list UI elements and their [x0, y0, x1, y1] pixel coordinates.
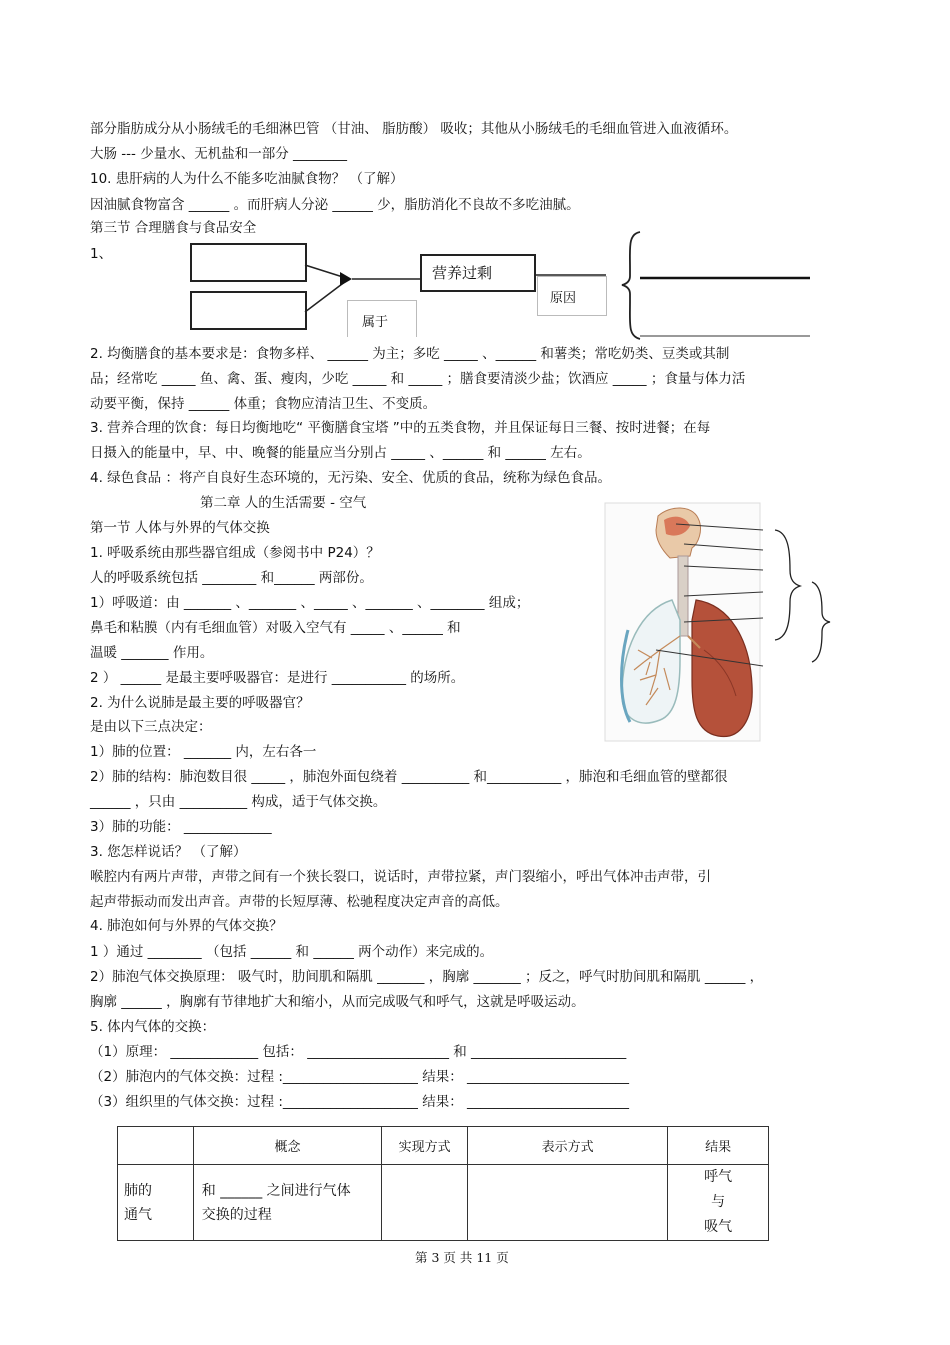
item-number: 1、: [90, 246, 113, 262]
reason-brace: [618, 228, 818, 343]
nutrition-excess-box: [420, 254, 536, 292]
chapter-heading: 第二章 人的生活需要 - 空气: [200, 495, 367, 511]
table-cell-representation: [467, 1165, 667, 1241]
section-heading: 第一节 人体与外界的气体交换: [90, 520, 270, 536]
result-line: 吸气: [704, 1219, 733, 1235]
table-row: [118, 1165, 769, 1241]
row-name-line: 通气: [124, 1206, 152, 1223]
text-line: （2）肺泡内的气体交换：过程 :____________________ 结果： ________________________: [90, 1069, 630, 1085]
text-line: 4. 肺泡如何与外界的气体交换？: [90, 918, 283, 934]
reason-box: [537, 276, 607, 316]
question-heading: 10. 患肝病的人为什么不能多吃油腻食物？ （了解）: [90, 171, 404, 187]
text-line: 2 ） ______ 是最主要呼吸器官：是进行 ___________ 的场所。: [90, 670, 465, 686]
text-line: （3）组织里的气体交换：过程 :____________________ 结果： ________________________: [90, 1094, 630, 1110]
table-header-cell: 实现方式: [382, 1127, 468, 1165]
table-cell-method: [382, 1165, 468, 1241]
text-line: 3）肺的功能： _____________: [90, 819, 272, 835]
text-line: 2. 均衡膳食的基本要求是：食物多样、 ______ 为主；多吃 _____ 、______ 和薯类；常吃奶类、豆类或其制: [90, 346, 730, 362]
table-cell-concept: [193, 1165, 381, 1241]
text-line: ______ ，只由 __________ 构成，适于气体交换。: [90, 794, 387, 810]
text-line: 是由以下三点决定：: [90, 719, 212, 735]
belongs-label: 属于: [362, 315, 389, 330]
result-line: 与: [711, 1194, 726, 1210]
reason-label: 原因: [550, 291, 577, 306]
text-line: 人的呼吸系统包括 ________ 和______ 两部份。: [90, 570, 373, 586]
text-line: （1）原理： _____________ 包括： _____________________ 和 _______________________: [90, 1044, 627, 1060]
result-line: 呼气: [704, 1169, 733, 1185]
text-line: 日摄入的能量中，早、中、晚餐的能量应当分别占 _____ 、______ 和 ______ 左右。: [90, 445, 591, 461]
text-line: 鼻毛和粘膜（内有毛细血管）对吸入空气有 _____ 、______ 和: [90, 620, 461, 636]
text-line: 1 ）通过 ________ （包括 ______ 和 ______ 两个动作）来完成的。: [90, 944, 494, 960]
text-line: 1. 呼吸系统由那些器官组成（参阅书中 P24）？: [90, 545, 380, 561]
text-line: 1）呼吸道：由 _______ 、_______ 、_____ 、_______ 、________ 组成；: [90, 595, 530, 611]
text-line: 动要平衡，保持 ______ 体重；食物应清洁卫生、不变质。: [90, 396, 437, 412]
concept-line: 和 ______ 之间进行气体: [201, 1182, 351, 1199]
text-line: 1）肺的位置： _______ 内，左右各一: [90, 744, 317, 760]
text-line: 温暖 _______ 作用。: [90, 645, 214, 661]
concept-line: 交换的过程: [201, 1206, 272, 1223]
text-line: 品；经常吃 _____ 鱼、禽、蛋、瘦肉，少吃 _____ 和 _____ ；膳食要清淡少盐；饮酒应 _____ ；食量与体力活: [90, 371, 746, 387]
respiratory-system-illustration: [600, 500, 835, 745]
text-line: 4. 绿色食品 ：将产自良好生态环境的，无污染、安全、优质的食品，统称为绿色食品。: [90, 470, 611, 486]
text-line: 2）肺的结构：肺泡数目很 _____ ，肺泡外面包绕着 __________ 和___________ ，肺泡和毛细血管的壁都很: [90, 769, 728, 785]
blank-box-top: [190, 243, 307, 282]
page-footer: 第 3 页 共 11 页: [415, 1250, 509, 1265]
text-line: 3. 您怎样说话？ （了解）: [90, 844, 247, 860]
belongs-box: [347, 300, 417, 337]
lung-ventilation-table: [117, 1126, 769, 1241]
text-line: 2）肺泡气体交换原理： 吸气时，肋间肌和隔肌 _______ ，胸廓 _______ ；反之，呼气时肋间肌和隔肌 ______ ，: [90, 969, 764, 985]
row-name-line: 肺的: [124, 1182, 152, 1199]
text-line: 3. 营养合理的饮食：每日均衡地吃“ 平衡膳食宝塔 ”中的五类食物，并且保证每日三餐、按时进餐；在每: [90, 420, 711, 436]
text-line: 大肠 --- 少量水、无机盐和一部分 ________: [90, 146, 347, 162]
table-cell-result: [668, 1165, 769, 1241]
text-line: 部分脂肪成分从小肠绒毛的毛细淋巴管 （甘油、 脂肪酸） 吸收；其他从小肠绒毛的毛细血管进入血液循环。: [90, 121, 738, 137]
table-header-cell: 表示方式: [467, 1127, 667, 1165]
table-header-cell: 概念: [193, 1127, 381, 1165]
text-line: 因油腻食物富含 ______ 。而肝病人分泌 ______ 少，脂肪消化不良故不多吃油腻。: [90, 197, 580, 213]
text-line: 喉腔内有两片声带，声带之间有一个狭长裂口，说话时，声带拉紧，声门裂缩小，呼出气体冲击声带，引: [90, 869, 711, 885]
text-line: 5. 体内气体的交换：: [90, 1019, 216, 1035]
text-line: 起声带振动而发出声音。声带的长短厚薄、松驰程度决定声音的高低。: [90, 894, 509, 910]
nutrition-excess-label: 营养过剩: [432, 264, 493, 282]
table-header-row: [118, 1127, 769, 1165]
text-line: 2. 为什么说肺是最主要的呼吸器官？: [90, 695, 310, 711]
blank-box-bottom: [190, 291, 307, 330]
table-header-cell: 结果: [668, 1127, 769, 1165]
section-heading: 第三节 合理膳食与食品安全: [90, 220, 257, 236]
table-cell-name: [118, 1165, 194, 1241]
text-line: 胸廓 ______ ，胸廓有节律地扩大和缩小，从而完成吸气和呼气，这就是呼吸运动。: [90, 994, 585, 1010]
table-header-cell: [118, 1127, 194, 1165]
